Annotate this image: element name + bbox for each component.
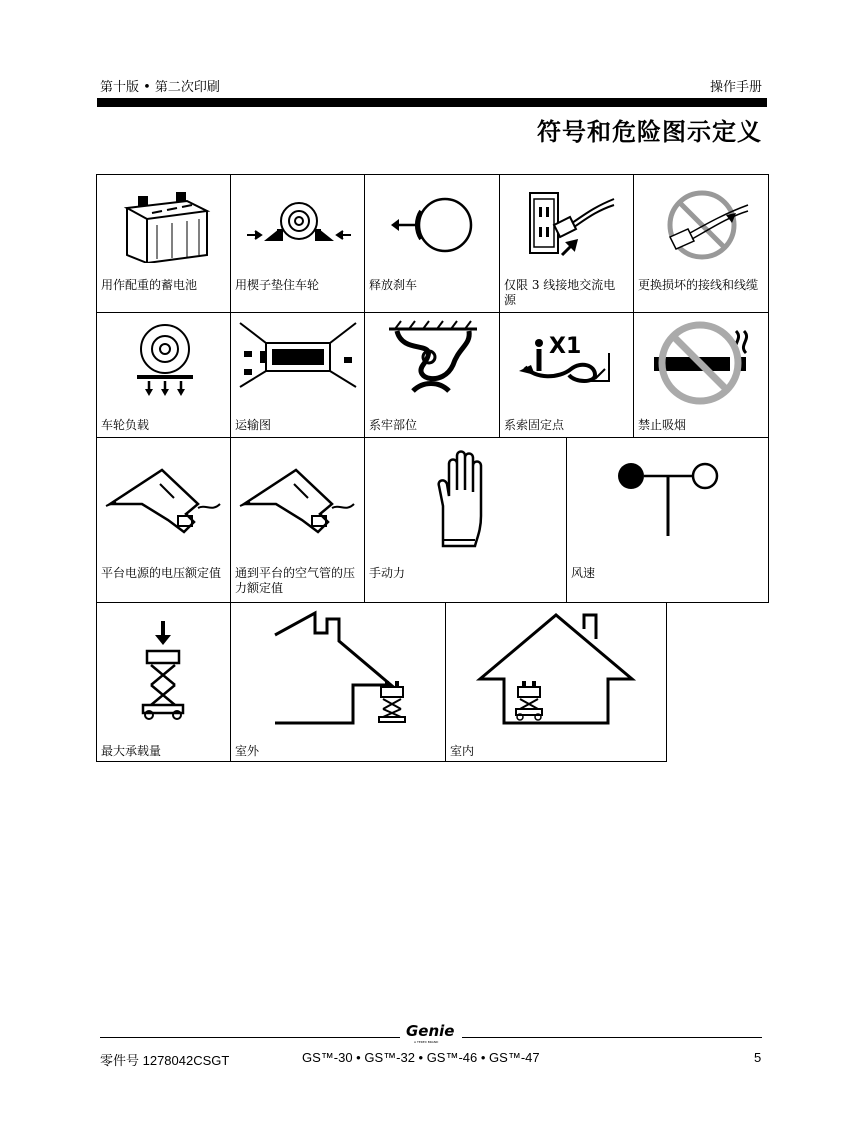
wheel-chock-icon — [239, 199, 359, 259]
symbol-cell-air-pressure — [230, 437, 365, 603]
symbol-cell-no-smoking — [633, 312, 769, 438]
symbol-label: 最大承载量 — [101, 744, 162, 758]
symbol-label: 系索固定点 — [504, 418, 565, 432]
header-edition: 第十版 • 第二次印刷 — [100, 80, 220, 95]
air-pressure-icon — [236, 458, 360, 558]
indoor-icon — [472, 609, 642, 729]
footer-rule-left — [100, 1037, 400, 1038]
symbol-cell-max-capacity — [96, 602, 231, 762]
symbol-label: 手动力 — [369, 566, 406, 580]
symbol-label: 系牢部位 — [369, 418, 418, 432]
wind-speed-icon — [613, 458, 723, 538]
lanyard-anchor-icon — [505, 323, 629, 399]
symbol-cell-wind-speed — [566, 437, 769, 603]
symbol-label: 室内 — [450, 744, 475, 758]
symbol-cell-battery — [96, 174, 231, 313]
header-rule — [97, 98, 767, 107]
symbol-cell-indoor — [445, 602, 667, 762]
x1-label: X1 — [549, 334, 582, 359]
footer-page-number: 5 — [754, 1050, 762, 1065]
tie-down-icon — [383, 317, 483, 403]
symbol-cell-voltage-rating — [96, 437, 231, 603]
symbol-cell-tie-down — [364, 312, 500, 438]
symbol-cell-wheel-load — [96, 312, 231, 438]
symbol-label: 仅限 3 线接地交流电源 — [504, 278, 616, 307]
symbol-label: 禁止吸烟 — [638, 418, 687, 432]
symbol-cell-transport — [230, 312, 365, 438]
battery-icon — [117, 183, 217, 263]
brand-tagline: A TEREX BRAND — [414, 1040, 439, 1044]
symbol-label: 更换损坏的接线和线缆 — [638, 278, 759, 292]
symbol-cell-damaged-cord — [633, 174, 769, 313]
symbol-cell-outdoor — [230, 602, 446, 762]
symbol-cell-brake-release — [364, 174, 500, 313]
grounded-outlet-icon — [514, 185, 624, 265]
symbol-label: 用楔子垫住车轮 — [235, 278, 320, 292]
symbol-cell-manual-force — [364, 437, 567, 603]
symbol-label: 释放刹车 — [369, 278, 418, 292]
symbol-label: 用作配重的蓄电池 — [101, 278, 198, 292]
symbol-label: 室外 — [235, 744, 260, 758]
symbol-cell-lanyard-anchor — [499, 312, 634, 438]
symbol-label: 通到平台的空气管的压力额定值 — [235, 566, 356, 595]
brake-release-icon — [379, 189, 489, 259]
footer-part-number: 零件号 1278042CSGT — [100, 1053, 230, 1068]
transport-icon — [236, 317, 360, 393]
symbol-label: 车轮负载 — [101, 418, 150, 432]
symbol-label: 平台电源的电压额定值 — [101, 566, 222, 580]
symbol-label: 运输图 — [235, 418, 272, 432]
outdoor-icon — [267, 609, 447, 729]
page-title: 符号和危险图示定义 — [537, 118, 762, 146]
header-manual-type: 操作手册 — [709, 80, 762, 95]
symbol-cell-grounded-outlet — [499, 174, 634, 313]
brand-logo: Genie — [406, 1022, 455, 1040]
manual-force-icon — [431, 446, 501, 556]
damaged-cord-icon — [648, 185, 758, 265]
max-capacity-icon — [133, 617, 193, 727]
footer-models: GS™-30 • GS™-32 • GS™-46 • GS™-47 — [302, 1050, 540, 1065]
footer-rule-right — [462, 1037, 762, 1038]
symbol-cell-wheel-chock — [230, 174, 365, 313]
wheel-load-icon — [125, 319, 205, 399]
symbol-label: 风速 — [571, 566, 596, 580]
no-smoking-icon — [648, 317, 758, 407]
voltage-rating-icon — [102, 458, 226, 558]
